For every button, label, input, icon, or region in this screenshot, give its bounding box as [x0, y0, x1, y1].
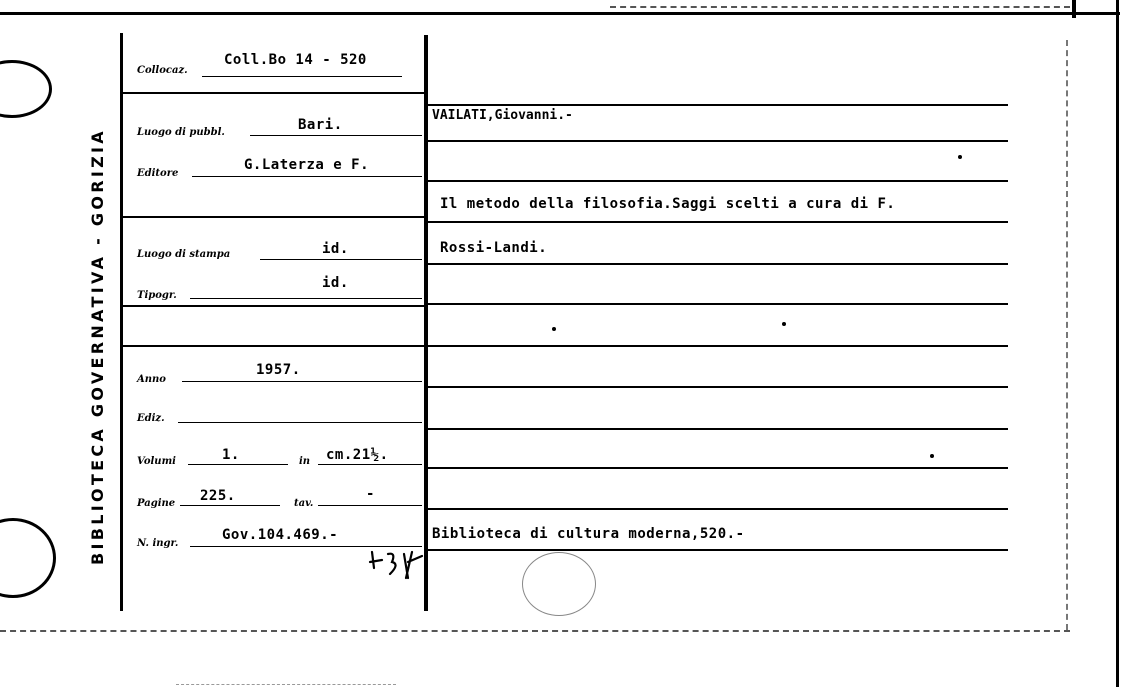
n-ingresso-underline	[190, 546, 422, 547]
luogo-stampa-value: id.	[322, 241, 349, 257]
rule-right-10	[428, 467, 1008, 469]
right-edge-line	[1116, 0, 1119, 687]
editore-underline	[192, 176, 422, 177]
tav-label: tav.	[294, 498, 314, 509]
volumi-size-value: cm.21½.	[326, 447, 389, 463]
punch-hole-bottom	[0, 518, 56, 598]
series-entry: Biblioteca di cultura moderna,520.-	[432, 526, 745, 542]
card-top-right-notch	[1072, 0, 1076, 18]
rule-right-7	[428, 345, 1008, 347]
volumi-in-label: in	[299, 456, 311, 467]
rule-left-a	[123, 216, 426, 218]
tipografia-underline	[190, 298, 422, 299]
volumi-underline	[188, 464, 288, 465]
luogo-pubbl-underline	[250, 135, 422, 136]
speck	[782, 322, 786, 326]
tipografia-label: Tipogr.	[137, 290, 177, 301]
rule-right-11	[428, 508, 1008, 510]
editore-value: G.Laterza e F.	[244, 157, 370, 173]
left-vertical-rule	[120, 33, 123, 611]
rule-right-4	[428, 221, 1008, 223]
n-ingresso-label: N. ingr.	[137, 538, 179, 549]
rule-left-b	[123, 305, 426, 307]
rule-left-c	[123, 345, 426, 347]
edizione-label: Ediz.	[137, 413, 165, 424]
collocazione-value: Coll.Bo 14 - 520	[224, 52, 367, 68]
editore-label: Editore	[137, 168, 179, 179]
rule-right-6	[428, 303, 1008, 305]
rule-right-9	[428, 428, 1008, 430]
tav-value: -	[366, 486, 375, 502]
title-line-2: Rossi-Landi.	[440, 240, 548, 256]
card-bottom-edge	[0, 630, 1070, 632]
volumi-value: 1.	[222, 447, 240, 463]
library-stamp-vertical: BIBLIOTECA GOVERNATIVA - GORIZIA	[88, 128, 107, 565]
punch-hole-top	[0, 60, 52, 118]
title-line-1: Il metodo della filosofia.Saggi scelti a cura di F.	[440, 196, 896, 212]
luogo-pubbl-value: Bari.	[298, 117, 343, 133]
anno-value: 1957.	[256, 362, 301, 378]
pagine-underline	[180, 505, 280, 506]
rule-right-3	[428, 180, 1008, 182]
luogo-stampa-underline	[260, 259, 422, 260]
edizione-underline	[178, 422, 422, 423]
rule-right-1	[428, 104, 1008, 106]
center-vertical-rule	[424, 35, 428, 611]
collocazione-underline	[202, 76, 402, 77]
volumi-size-underline	[318, 464, 422, 465]
rule-right-5	[428, 263, 1008, 265]
volumi-label: Volumi	[137, 456, 176, 467]
rule-right-8	[428, 386, 1008, 388]
rule-right-2	[428, 140, 1008, 142]
bottom-faint-line	[176, 684, 396, 685]
anno-label: Anno	[137, 374, 166, 385]
pagine-value: 225.	[200, 488, 236, 504]
speck	[958, 155, 962, 159]
faint-circle	[522, 552, 596, 616]
right-card-edge-dashes	[1066, 40, 1068, 630]
pagine-label: Pagine	[137, 498, 176, 509]
rule-right-12	[428, 549, 1008, 551]
tipografia-value: id.	[322, 275, 349, 291]
author-entry: VAILATI,Giovanni.-	[432, 108, 573, 123]
speck	[552, 327, 556, 331]
luogo-pubbl-label: Luogo di pubbl.	[137, 127, 225, 138]
luogo-stampa-label: Luogo di stampa	[137, 249, 231, 260]
collocazione-label: Collocaz.	[137, 65, 188, 76]
handwritten-mark	[368, 548, 428, 584]
top-dash-line	[610, 6, 1070, 8]
anno-underline	[182, 381, 422, 382]
card-top-border	[0, 12, 1120, 15]
tav-underline	[318, 505, 422, 506]
speck	[930, 454, 934, 458]
rule-left-coll	[123, 92, 426, 94]
n-ingresso-value: Gov.104.469.-	[222, 527, 339, 543]
